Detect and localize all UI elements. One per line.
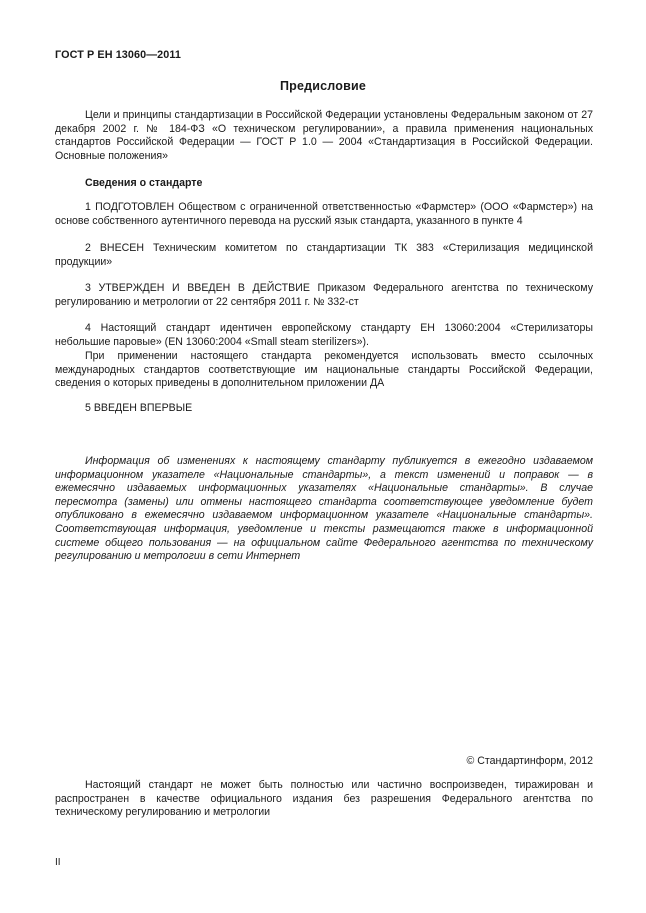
item-1-paragraph: 1 ПОДГОТОВЛЕН Обществом с ограниченной ответственностью «Фармстер» (ООО «Фармстер») на основе собственного аутентичного перевода на русский язык стандарта, указанного в пункте 4 — [55, 201, 593, 227]
item-3-paragraph: 3 УТВЕРЖДЕН И ВВЕДЕН В ДЕЙСТВИЕ Приказом Федерального агентства по техническому регулированию и метрологии от 22 сентября 2011 г. № 332-ст — [55, 282, 593, 308]
intro-paragraph: Цели и принципы стандартизации в Российской Федерации установлены Федеральным законом от 27 декабря 2002 г. № 184-ФЗ «О техническом регулировании», а правила применения национальных стандартов Российской Федерации — ГОСТ Р 1.0 — 2004 «Стандартизация в Российской Федерации. Основные положения» — [55, 109, 593, 162]
section-heading: Сведения о стандарте — [85, 177, 203, 189]
page-number: II — [55, 857, 61, 868]
item-4-paragraph: 4 Настоящий стандарт идентичен европейскому стандарту ЕН 13060:2004 «Стерилизаторы небольшие паровые» (EN 13060:2004 «Small steam sterilizers»). — [55, 322, 593, 348]
info-notice-paragraph: Информация об изменениях к настоящему стандарту публикуется в ежегодно издаваемом информационном указателе «Национальные стандарты», а текст изменений и поправок — в ежемесячно издаваемых информационных указателях «Национальные стандарты». В случае пересмотра (замены) или отмены настоящего стандарта соответствующее уведомление будет опубликовано в ежемесячно издаваемом информационном указателе «Национальные стандарты». Соответствующая информация, уведомление и тексты размещаются также в информационной системе общего пользования — на официальном сайте Федерального агентства по техническому регулированию и метрологии в сети Интернет — [55, 455, 593, 563]
reproduction-notice-paragraph: Настоящий стандарт не может быть полностью или частично воспроизведен, тиражирован и распространен в качестве официального издания без разрешения Федерального агентства по техническому регулированию и метрологии — [55, 779, 593, 819]
item-2-paragraph: 2 ВНЕСЕН Техническим комитетом по стандартизации ТК 383 «Стерилизация медицинской продукции» — [55, 242, 593, 268]
item-5-paragraph: 5 ВВЕДЕН ВПЕРВЫЕ — [85, 402, 193, 414]
item-4-note-paragraph: При применении настоящего стандарта рекомендуется использовать вместо ссылочных международных стандартов соответствующие им национальные стандарты Российской Федерации, сведения о которых приведены в дополнительном приложении ДА — [55, 350, 593, 390]
copyright-line: © Стандартинформ, 2012 — [466, 755, 593, 767]
page-title: Предисловие — [279, 79, 367, 93]
standard-code: ГОСТ Р ЕН 13060—2011 — [55, 49, 181, 61]
